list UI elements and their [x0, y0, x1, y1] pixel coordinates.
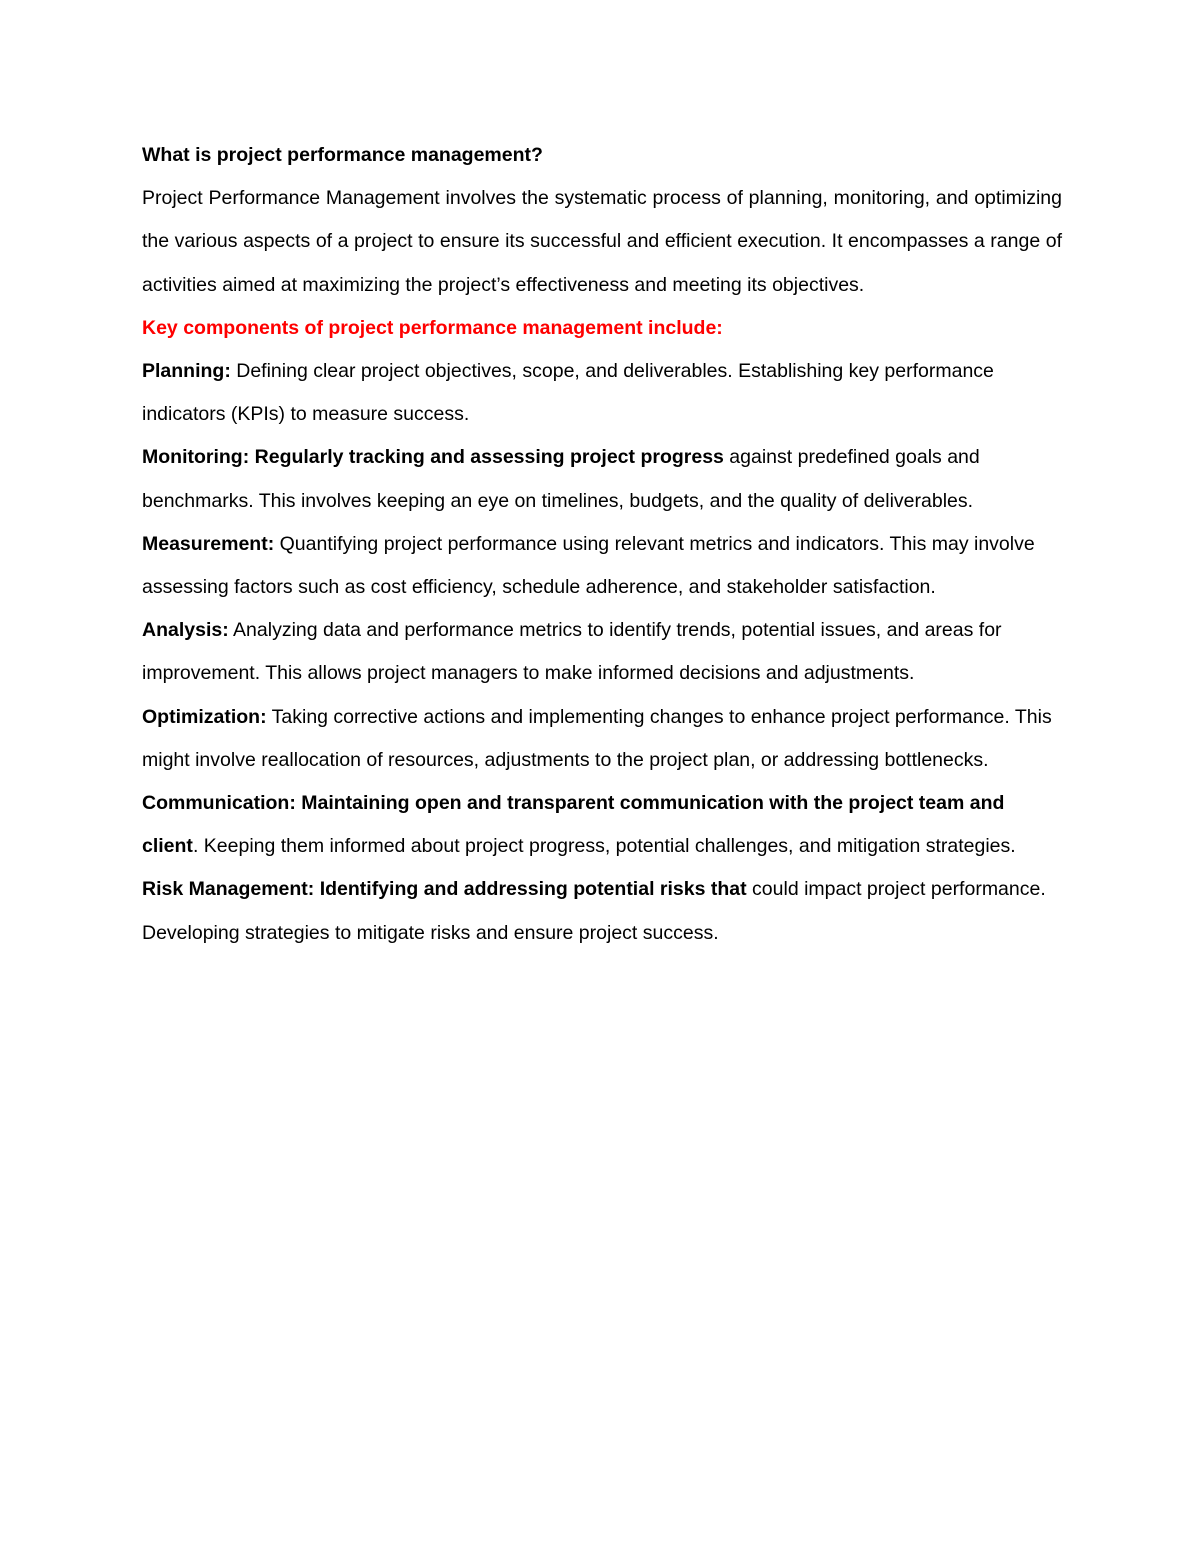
component-text: Taking corrective actions and implementing changes to enhance project performance. This might involve reallocation of resources, adjustments to the project plan, or addressing bottlenecks. — [142, 705, 1052, 771]
key-components-heading: Key components of project performance management include: — [142, 316, 723, 339]
component-text: Quantifying project performance using relevant metrics and indicators. This may involve assessing factors such as cost efficiency, schedule adherence, and stakeholder satisfaction. — [142, 532, 1035, 599]
component-bold-text: Identifying and addressing potential risks that — [314, 878, 747, 901]
component-bold-text: Maintaining open and transparent communication with the project team and client — [142, 792, 1005, 858]
document-page — [142, 134, 1062, 955]
component-bold-text: Regularly tracking and assessing project progress — [249, 446, 724, 469]
component-text: Analyzing data and performance metrics to identify trends, potential issues, and areas for improvement. This allows project managers to make informed decisions and adjustments. — [142, 619, 1002, 685]
component-measurement — [142, 523, 1062, 609]
component-communication — [142, 782, 1062, 868]
component-analysis — [142, 609, 1062, 695]
component-text: against predefined goals and benchmarks. This involves keeping an eye on timelines, budgets, and the quality of deliverables. — [142, 446, 980, 512]
component-planning — [142, 350, 1062, 436]
component-label: Planning: — [142, 360, 231, 383]
component-label: Risk Management: — [142, 878, 315, 901]
component-optimization — [142, 696, 1062, 782]
component-text: Defining clear project objectives, scope, and deliverables. Establishing key performance indicators (KPIs) to measure success. — [142, 360, 994, 426]
component-label: Monitoring: — [142, 446, 250, 469]
component-risk-management — [142, 868, 1062, 954]
question-heading: What is project performance management? — [142, 144, 543, 166]
component-monitoring — [142, 436, 1062, 522]
component-label: Communication: — [142, 792, 296, 815]
component-label: Measurement: — [142, 532, 275, 555]
component-label: Optimization: — [142, 705, 267, 728]
component-text: . Keeping them informed about project progress, potential challenges, and mitigation strategies. — [192, 835, 1016, 858]
component-text: could impact project performance. Developing strategies to mitigate risks and ensure project success. — [142, 878, 1046, 944]
intro-paragraph: Project Performance Management involves the systematic process of planning, monitoring, and optimizing the various aspects of a project to ensure its successful and efficient execution. It encompasses a range of activities aimed at maximizing the project’s effectiveness and meeting its objectives. — [142, 187, 1062, 296]
component-label: Analysis: — [142, 619, 229, 642]
